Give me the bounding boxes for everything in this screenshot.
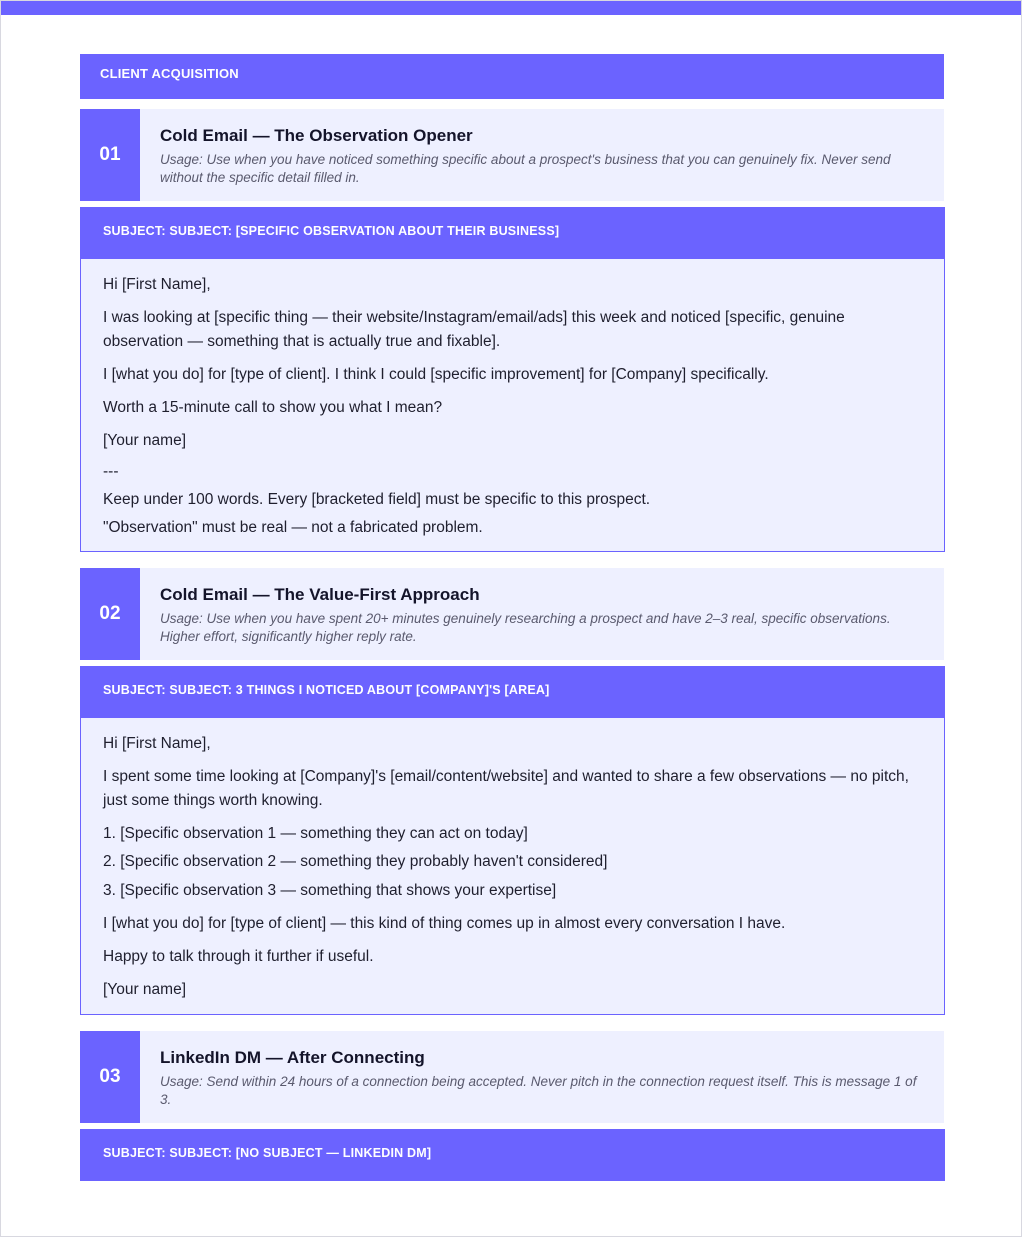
subject-line: SUBJECT: SUBJECT: 3 THINGS I NOTICED ABOUT [COMPANY]'S [AREA]: [103, 683, 550, 697]
section-header: [80, 54, 944, 99]
subject-line: SUBJECT: SUBJECT: [SPECIFIC OBSERVATION ABOUT THEIR BUSINESS]: [103, 224, 560, 238]
template-number: 03: [80, 1031, 140, 1123]
template-usage: Usage: Use when you have spent 20+ minutes genuinely researching a prospect and have 2–3 real, specific observations. Higher effort, significantly higher reply rate.: [160, 611, 891, 644]
list-item: 2. [Specific observation 2 — something they probably haven't considered]: [103, 853, 608, 870]
subject-bar-01: [80, 207, 945, 259]
body-paragraph: I [what you do] for [type of client]. I think I could [specific improvement] for [Company] specifically.: [103, 365, 769, 383]
body-paragraph: I [what you do] for [type of client] — this kind of thing comes up in almost every conversation I have.: [103, 914, 786, 932]
body-paragraph: Hi [First Name],: [103, 735, 211, 752]
list-item: 1. [Specific observation 1 — something they can act on today]: [103, 824, 528, 842]
template-header-03: [80, 1031, 944, 1123]
subject-line: SUBJECT: SUBJECT: [NO SUBJECT — LINKEDIN DM]: [103, 1146, 432, 1160]
body-signature: [Your name]: [103, 431, 187, 449]
template-usage: Usage: Use when you have noticed something specific about a prospect's business that you can genuinely fix. Never send without the specific detail filled in.: [160, 152, 891, 185]
body-note: Keep under 100 words. Every [bracketed field] must be specific to this prospect.: [103, 490, 651, 508]
template-body-01: [80, 259, 945, 552]
template-usage: Usage: Send within 24 hours of a connection being accepted. Never pitch in the connection request itself. This is message 1 of 3.: [160, 1074, 917, 1107]
body-paragraph: Worth a 15-minute call to show you what I mean?: [103, 398, 443, 416]
body-note: "Observation" must be real — not a fabricated problem.: [103, 518, 483, 536]
template-title: Cold Email — The Value-First Approach: [160, 585, 480, 604]
template-header-02: [80, 568, 944, 660]
template-number: 01: [80, 109, 140, 201]
body-separator: ---: [103, 462, 119, 480]
body-paragraph: I was looking at [specific thing — their website/Instagram/email/ads] this week and noticed [specific, genuine observation — something that is actually true and fixable].: [103, 309, 845, 350]
section-title: CLIENT ACQUISITION: [100, 66, 239, 81]
template-body-02: [80, 718, 945, 1015]
body-paragraph: Hi [First Name],: [103, 276, 211, 293]
subject-bar-03: [80, 1129, 945, 1181]
subject-bar-02: [80, 666, 945, 718]
template-title: LinkedIn DM — After Connecting: [160, 1048, 425, 1067]
body-paragraph: Happy to talk through it further if useful.: [103, 947, 374, 965]
template-number: 02: [80, 568, 140, 660]
body-paragraph: I spent some time looking at [Company]'s [email/content/website] and wanted to share a few observations — no pitch, just some things worth knowing.: [103, 768, 909, 809]
top-accent-bar: [1, 1, 1021, 15]
body-signature: [Your name]: [103, 980, 187, 998]
list-item: 3. [Specific observation 3 — something that shows your expertise]: [103, 881, 557, 899]
template-header-01: [80, 109, 944, 201]
template-title: Cold Email — The Observation Opener: [160, 126, 473, 145]
